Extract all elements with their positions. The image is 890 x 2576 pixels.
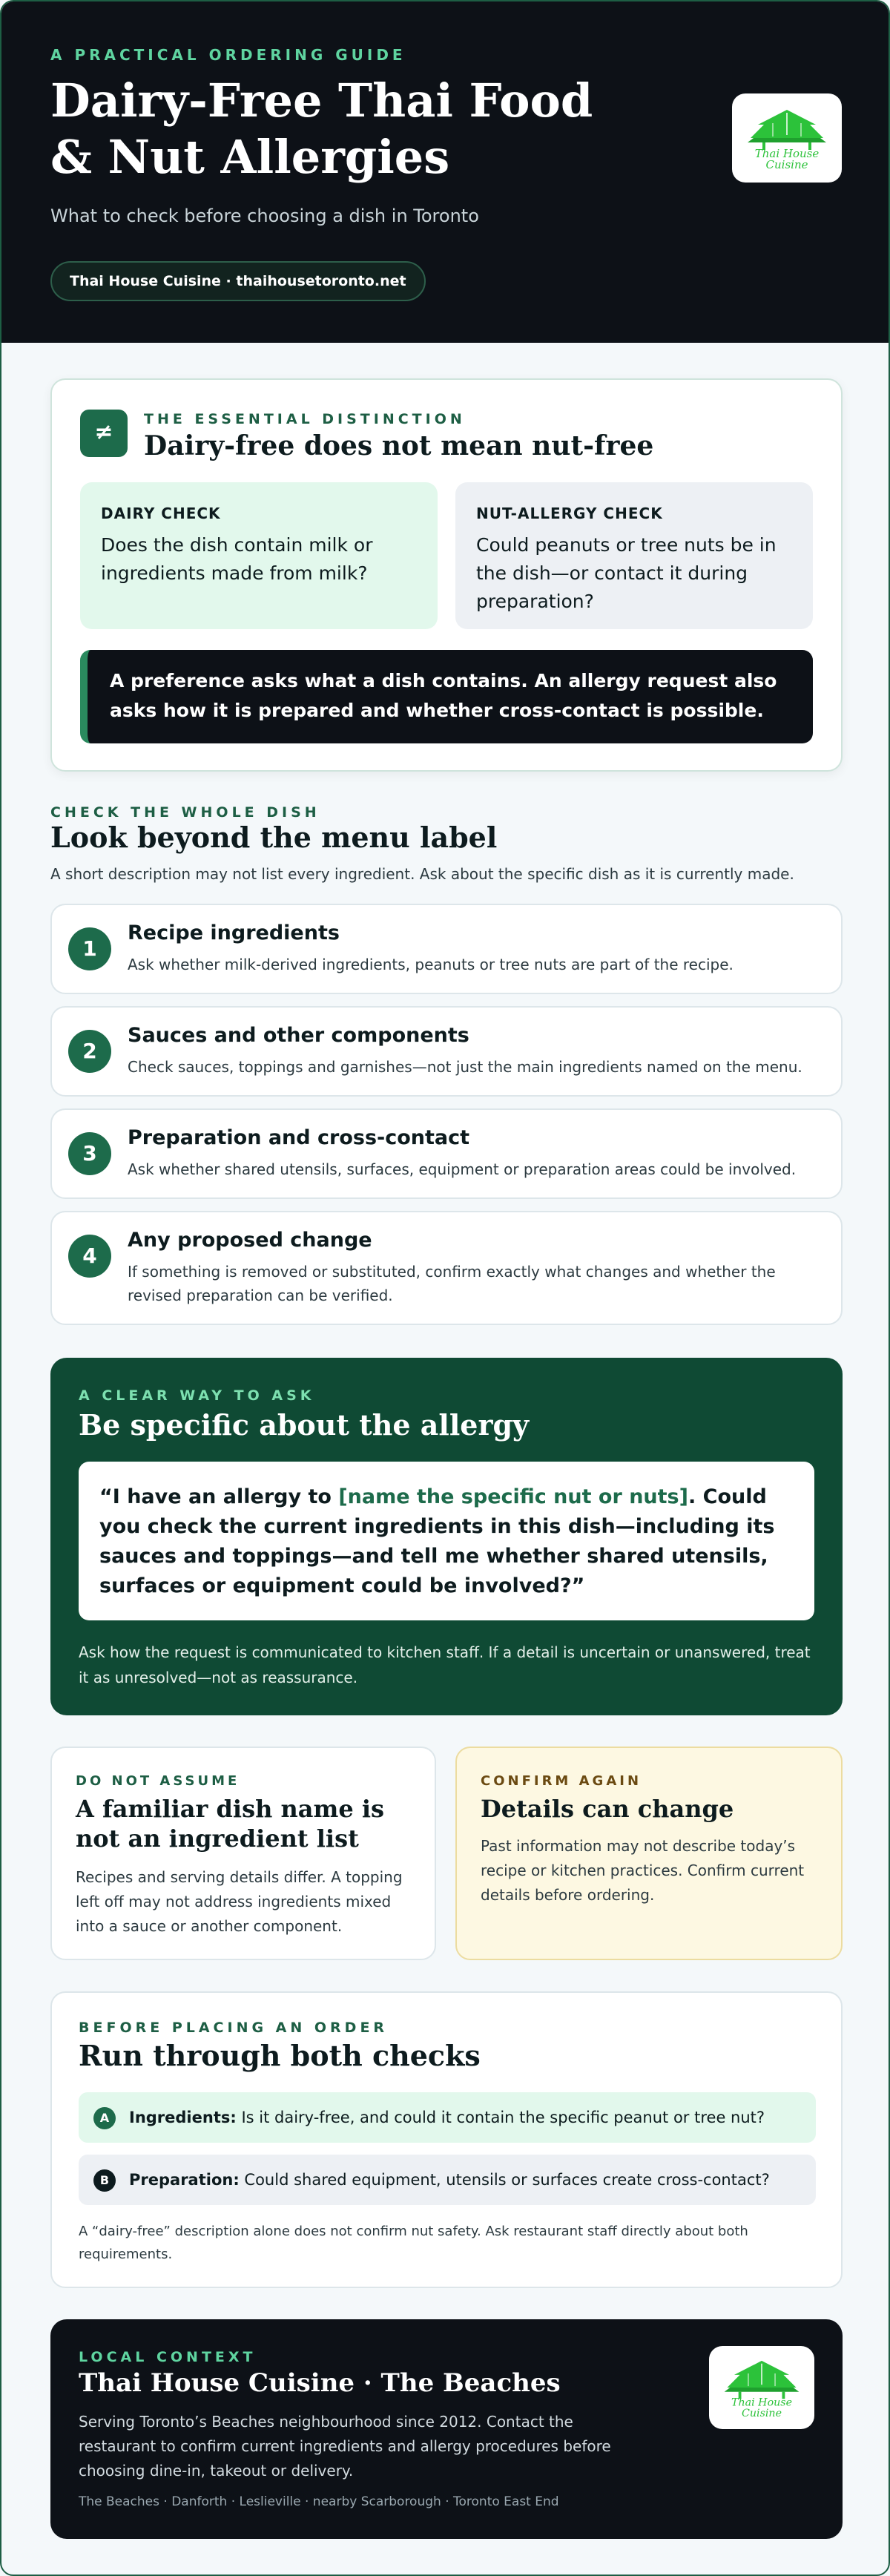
svg-text:Cuisine: Cuisine [741, 2407, 782, 2419]
row-text: Could shared equipment, utensils or surfaces create cross-contact? [239, 2171, 770, 2189]
both-eyebrow: BEFORE PLACING AN ORDER [79, 2020, 389, 2036]
both-footnote: A “dairy-free” description alone does not confirm nut safety. Ask restaurant staff directly about both requirements. [79, 2224, 748, 2262]
confirm-title: Details can change [481, 1795, 734, 1823]
logo-house-icon [743, 105, 831, 171]
dairy-check-text: Does the dish contain milk or ingredients made from milk? [101, 534, 373, 584]
whole-dish-desc: A short description may not list every ingredient. Ask about the specific dish as it is currently made. [50, 865, 794, 883]
nut-check-text: Could peanuts or tree nuts be in the dish—or contact it during preparation? [476, 534, 777, 612]
nut-check-box [455, 482, 813, 629]
nut-check-label: NUT-ALLERGY CHECK [476, 505, 663, 522]
do-not-assume-card [50, 1747, 436, 1960]
hero-eyebrow: A PRACTICAL ORDERING GUIDE [50, 46, 406, 64]
ask-title: Be specific about the allergy [79, 1408, 530, 1442]
quote-start: “I have an allergy to [99, 1485, 339, 1508]
step-card-1 [50, 904, 843, 994]
step-desc: Ask whether milk-derived ingredients, peanuts or tree nuts are part of the recipe. [128, 956, 734, 973]
local-eyebrow: LOCAL CONTEXT [79, 2349, 257, 2365]
assume-title: A familiar dish name is not an ingredient list [76, 1795, 385, 1853]
not-equal-icon: ≠ [80, 410, 128, 457]
svg-text:Thai House: Thai House [731, 2396, 793, 2409]
step-title: Any proposed change [128, 1229, 372, 1252]
whole-dish-eyebrow: CHECK THE WHOLE DISH [50, 804, 320, 821]
hero [1, 1, 889, 343]
hero-subtitle: What to check before choosing a dish in Toronto [50, 206, 479, 226]
title-line-2: & Nut Allergies [50, 130, 450, 184]
step-title: Preparation and cross-contact [128, 1126, 470, 1149]
confirm-eyebrow: CONFIRM AGAIN [481, 1773, 642, 1789]
preparation-check-row [79, 2155, 816, 2205]
local-context-section [50, 2319, 843, 2539]
row-label: Preparation: [129, 2171, 240, 2189]
dairy-check-label: DAIRY CHECK [101, 505, 221, 522]
whole-dish-title: Look beyond the menu label [50, 821, 498, 854]
page-title [50, 73, 659, 185]
step-title: Sauces and other components [128, 1024, 469, 1047]
restaurant-logo [732, 93, 842, 183]
step-card-2 [50, 1006, 843, 1097]
step-desc: If something is removed or substituted, confirm exactly what changes and whether the revised preparation can be verified. [128, 1263, 776, 1304]
ingredients-check-row [79, 2092, 816, 2143]
step-card-4 [50, 1211, 843, 1325]
step-desc: Check sauces, toppings and garnishes—not just the main ingredients named on the menu. [128, 1058, 802, 1076]
preference-callout: A preference asks what a dish contains. An allergy request also asks how it is prepared and whether cross-contact is possible. [80, 650, 813, 743]
row-text: Is it dairy-free, and could it contain the specific peanut or tree nut? [236, 2109, 765, 2126]
distinction-eyebrow: THE ESSENTIAL DISTINCTION [144, 411, 466, 427]
website-pill[interactable]: Thai House Cuisine · thaihousetoronto.net [50, 261, 426, 301]
local-title: Thai House Cuisine · The Beaches [79, 2368, 561, 2398]
assume-body: Recipes and serving details differ. A topping left off may not address ingredients mixed into a sauce or another component. [76, 1868, 403, 1935]
step-desc: Ask whether shared utensils, surfaces, equipment or preparation areas could be involved. [128, 1160, 797, 1178]
step-number: 2 [68, 1030, 111, 1073]
dairy-check-box [80, 482, 438, 629]
both-checks-card [50, 1991, 843, 2288]
marker-a: A [93, 2107, 116, 2129]
quote-placeholder: [name the specific nut or nuts] [338, 1485, 688, 1508]
step-card-3 [50, 1108, 843, 1199]
step-number: 3 [68, 1132, 111, 1175]
service-areas: The Beaches · Danforth · Leslieville · nearby Scarborough · Toronto East End [79, 2494, 559, 2509]
marker-b: B [93, 2169, 116, 2192]
svg-text:Thai House: Thai House [754, 147, 820, 160]
footer-restaurant-logo [709, 2346, 814, 2429]
logo-house-icon [720, 2356, 803, 2419]
ask-eyebrow: A CLEAR WAY TO ASK [79, 1387, 315, 1404]
distinction-card [50, 378, 843, 772]
confirm-body: Past information may not describe today’s recipe or kitchen practices. Confirm current details before ordering. [481, 1837, 805, 1904]
title-line-1: Dairy-Free Thai Food [50, 73, 593, 128]
distinction-title: Dairy-free does not mean nut-free [144, 430, 654, 461]
quote-end: . Could you check the current ingredients in this dish—including its sauces and toppings—and tell me whether shared utensils, surfaces or equipment could be involved?” [99, 1485, 775, 1597]
sample-request-quote [79, 1462, 814, 1620]
assume-eyebrow: DO NOT ASSUME [76, 1773, 240, 1789]
step-title: Recipe ingredients [128, 921, 340, 944]
local-desc: Serving Toronto’s Beaches neighbourhood since 2012. Contact the restaurant to confirm current ingredients and allergy procedures before choosing dine-in, takeout or delivery. [79, 2413, 611, 2480]
both-title: Run through both checks [79, 2039, 481, 2072]
svg-text:Cuisine: Cuisine [765, 158, 808, 171]
ask-note: Ask how the request is communicated to kitchen staff. If a detail is uncertain or unanswered, treat it as unresolved—not as reassurance. [79, 1643, 811, 1686]
row-label: Ingredients: [129, 2109, 237, 2126]
ask-section [50, 1358, 843, 1715]
confirm-again-card [455, 1747, 843, 1960]
step-number: 1 [68, 927, 111, 970]
step-number: 4 [68, 1235, 111, 1278]
